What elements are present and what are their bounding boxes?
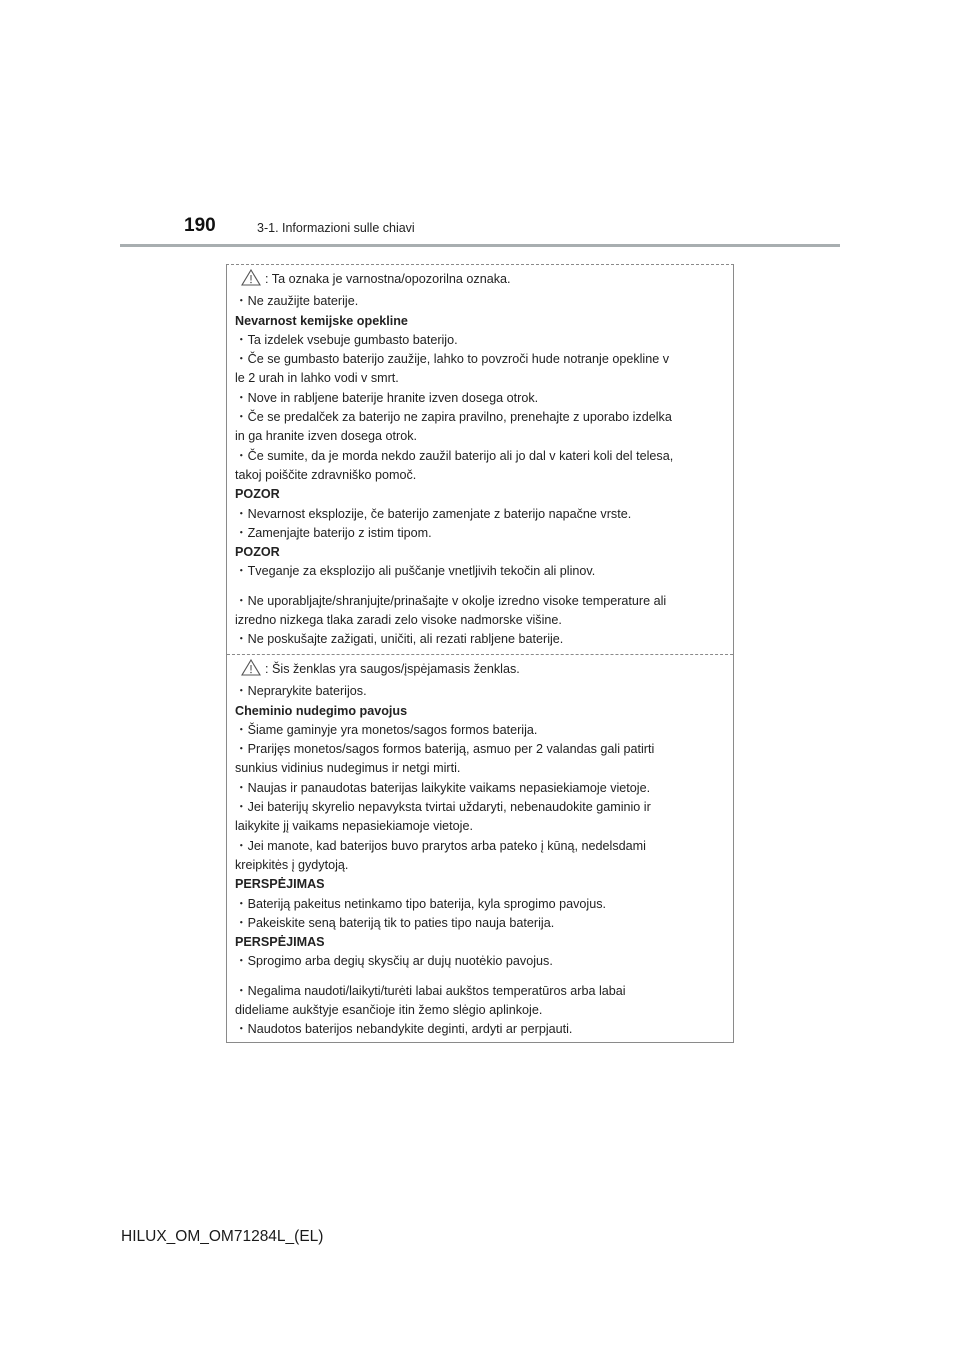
text-line: ・Ne poskušajte zažigati, uničiti, ali rezati rabljene baterije. [235,632,564,647]
text-line: ・Ta izdelek vsebuje gumbasto baterijo. [235,332,458,347]
text-line: ・Sprogimo arba degių skysčių ar dujų nuotėkio pavojus. [235,954,553,969]
text-line: ・Neprarykite baterijos. [235,684,367,699]
warning-title-text: : Šis ženklas yra saugos/įspėjamasis ženklas. [265,662,520,676]
warning-title-line [235,269,727,292]
text-line: ・Ne uporabljajte/shranjujte/prinašajte v okolje izredno visoke temperature ali [235,593,667,608]
text-line: ・Bateriją pakeitus netinkamo tipo baterija, kyla sprogimo pavojus. [235,896,607,911]
text-line: takoj poiščite zdravniško pomoč. [235,467,417,482]
text-line: ・Jei manote, kad baterijos buvo prarytos arba pateko į kūną, nedelsdami [235,838,646,853]
text-line: ・Če se predalček za baterijo ne zapira pravilno, prenehajte z uporabo izdelka [235,410,672,425]
warning-block-slovenian [235,269,727,650]
warning-box [226,264,734,1043]
page-number: 190 [184,215,216,236]
text-line: ・Če se gumbasto baterijo zaužije, lahko to povzroči hude notranje opekline v [235,352,670,367]
text-line: ・Ne zaužijte baterije. [235,294,359,309]
text-line: le 2 urah in lahko vodi v smrt. [235,371,399,386]
text-line: ・Zamenjajte baterijo z istim tipom. [235,525,432,540]
text-line: laikykite jį vaikams nepasiekiamoje vietoje. [235,819,473,834]
caution-heading: PERSPĖJIMAS [235,877,325,892]
footer-doc-code: HILUX_OM_OM71284L_(EL) [121,1228,324,1245]
section-title: 3-1. Informazioni sulle chiavi [257,221,415,235]
text-line: ・Pakeiskite seną bateriją tik to paties tipo nauja baterija. [235,915,555,930]
text-line: ・Naudotos baterijos nebandykite deginti, ardyti ar perpjauti. [235,1022,573,1037]
text-line: ・Jei baterijų skyrelio nepavyksta tvirtai uždaryti, nebenaudokite gaminio ir [235,800,651,815]
text-line: in ga hranite izven dosega otrok. [235,429,418,444]
text-line: ・Tveganje za eksplozijo ali puščanje vnetljivih tekočin ali plinov. [235,564,596,579]
text-line: ・Če sumite, da je morda nekdo zaužil baterijo ali jo dal v kateri koli del telesa, [235,448,674,463]
warning-title-line [235,659,727,682]
warning-block-lithuanian [235,659,727,1040]
caution-heading: PERSPĖJIMAS [235,935,325,950]
text-line: ・Nove in rabljene baterije hranite izven dosega otrok. [235,390,539,405]
text-line: kreipkitės į gydytoją. [235,857,349,872]
text-line: ・Naujas ir panaudotas baterijas laikykite vaikams nepasiekiamoje vietoje. [235,780,651,795]
text-line: izredno nizkega tlaka zaradi zelo visoke nadmorske višine. [235,613,562,628]
warning-title-text: : Ta oznaka je varnostna/opozorilna oznaka. [265,272,511,286]
caution-heading: POZOR [235,545,280,560]
warning-triangle-icon [241,269,261,292]
caution-heading: POZOR [235,487,280,502]
text-line: ・Negalima naudoti/laikyti/turėti labai aukštos temperatūros arba labai [235,983,626,998]
header-rule [120,244,840,247]
block-divider [227,654,733,655]
text-line: ・Nevarnost eksplozije, če baterijo zamenjate z baterijo napačne vrste. [235,506,632,521]
text-line: ・Prarijęs monetos/sagos formos bateriją, asmuo per 2 valandas gali patirti [235,742,655,757]
hazard-heading: Cheminio nudegimo pavojus [235,703,408,718]
text-line: sunkius vidinius nudegimus ir netgi mirti. [235,761,461,776]
text-line: ・Šiame gaminyje yra monetos/sagos formos baterija. [235,722,538,737]
text-line: dideliame aukštyje esančioje itin žemo slėgio aplinkoje. [235,1003,543,1018]
hazard-heading: Nevarnost kemijske opekline [235,313,408,328]
warning-triangle-icon [241,659,261,682]
